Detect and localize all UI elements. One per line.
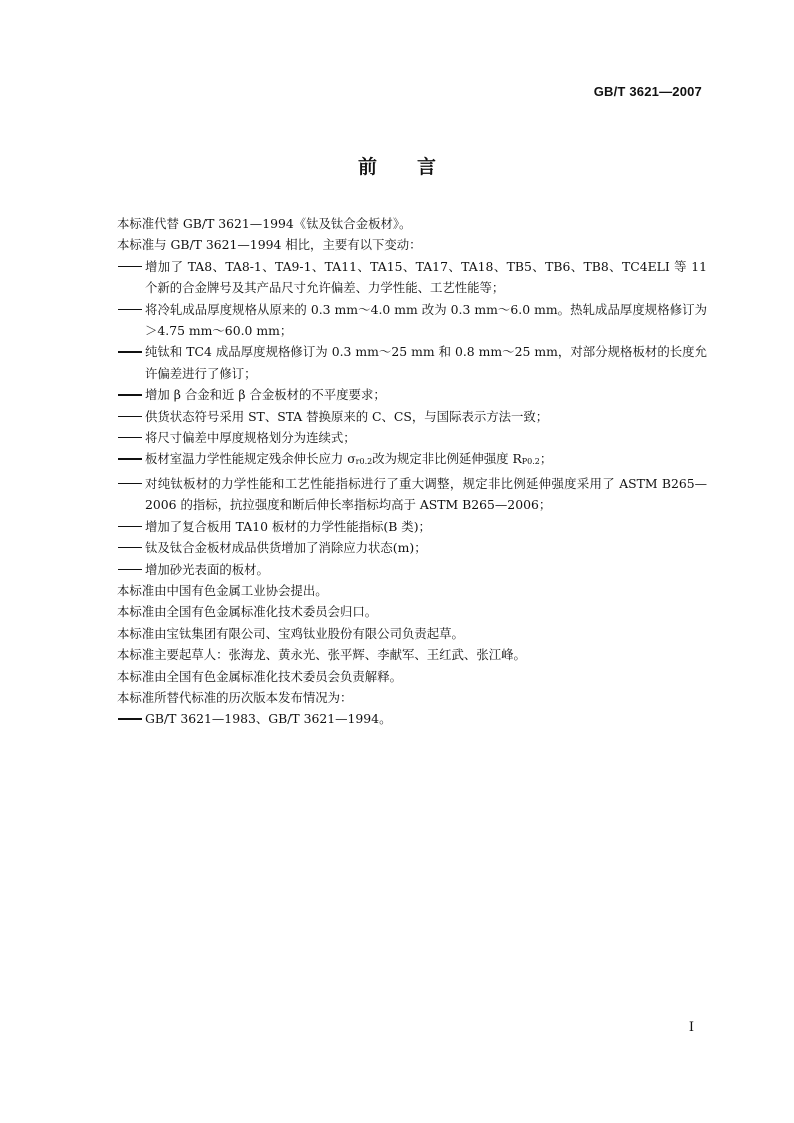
history-item: [117, 708, 707, 729]
change-item-text: 供货状态符号采用 ST、STA 替换原来的 C、CS，与国际表示方法一致；: [145, 408, 549, 424]
paragraph-drafters: 本标准主要起草人：张海龙、黄永光、张平辉、李献军、王红武、张江峰。: [117, 647, 526, 663]
foreword-body: [117, 213, 707, 730]
change-item-text: 增加了复合板用 TA10 板材的力学性能指标(B 类)；: [145, 518, 431, 534]
text-segment: 板材室温力学性能规定残余伸长应力 σ: [145, 451, 356, 467]
change-item: [117, 341, 707, 384]
text-segment: 改为规定非比例延伸强度 R: [372, 451, 522, 467]
title-char-2: 言: [417, 156, 437, 178]
change-item-text: 增加 β 合金和近 β 合金板材的不平度要求；: [145, 387, 386, 403]
paragraph-replaces: 本标准代替 GB/T 3621—1994《钛及钛合金板材》。: [117, 216, 412, 231]
page-number: I: [688, 1020, 694, 1035]
change-item-text: 对纯钛板材的力学性能和工艺性能指标进行了重大调整，规定非比例延伸强度采用了 ASTM B265—2006 的指标，抗拉强度和断后伸长率指标均高于 ASTM B265—2006；: [145, 475, 707, 513]
change-item-text: 增加了 TA8、TA8-1、TA9-1、TA11、TA15、TA17、TA18、TB5、TB6、TB8、TC4ELI 等 11 个新的合金牌号及其产品尺寸允许偏差、力学性能、工艺性能等；: [145, 258, 707, 296]
change-item-text: 将尺寸偏差中厚度规格划分为连续式；: [145, 430, 356, 446]
paragraph-history-intro: 本标准所替代标准的历次版本发布情况为：: [117, 689, 353, 705]
change-item: [117, 559, 707, 580]
subscript: P0.2: [521, 457, 540, 467]
text-segment: ；: [539, 451, 553, 467]
change-item-text: 增加砂光表面的板材。: [145, 561, 269, 577]
change-item-text: [145, 451, 552, 466]
subscript: r0.2: [355, 457, 373, 467]
title-char-1: 前: [357, 156, 377, 178]
change-item: [117, 256, 707, 299]
paragraph-drafting-org: 本标准由宝钛集团有限公司、宝鸡钛业股份有限公司负责起草。: [117, 625, 464, 641]
change-item: [117, 299, 707, 342]
page-title: [0, 152, 794, 179]
change-item-text: 钛及钛合金板材成品供货增加了消除应力状态(m)；: [145, 540, 427, 556]
history-text: GB/T 3621—1983、GB/T 3621—1994。: [145, 711, 392, 727]
paragraph-centralizer: 本标准由全国有色金属标准化技术委员会归口。: [117, 604, 378, 620]
change-item: [117, 537, 707, 558]
paragraph-interpretation: 本标准由全国有色金属标准化技术委员会负责解释。: [117, 668, 402, 684]
change-item: [117, 427, 707, 448]
paragraph-proposer: 本标准由中国有色金属工业协会提出。: [117, 582, 328, 598]
change-item: [117, 406, 707, 427]
change-item-text: 将冷轧成品厚度规格从原来的 0.3 mm～4.0 mm 改为 0.3 mm～6.0 mm。热轧成品厚度规格修订为＞4.75 mm～60.0 mm；: [145, 301, 707, 339]
change-item-text: 纯钛和 TC4 成品厚度规格修订为 0.3 mm～25 mm 和 0.8 mm～25 mm，对部分规格板材的长度允许偏差进行了修订；: [145, 344, 707, 381]
change-item: [117, 448, 707, 472]
change-item: [117, 384, 707, 405]
change-item: [117, 516, 707, 537]
standard-code: GB/T 3621—2007: [593, 84, 702, 99]
paragraph-changes-intro: 本标准与 GB/T 3621—1994 相比，主要有以下变动：: [117, 237, 422, 253]
change-item: [117, 473, 707, 516]
